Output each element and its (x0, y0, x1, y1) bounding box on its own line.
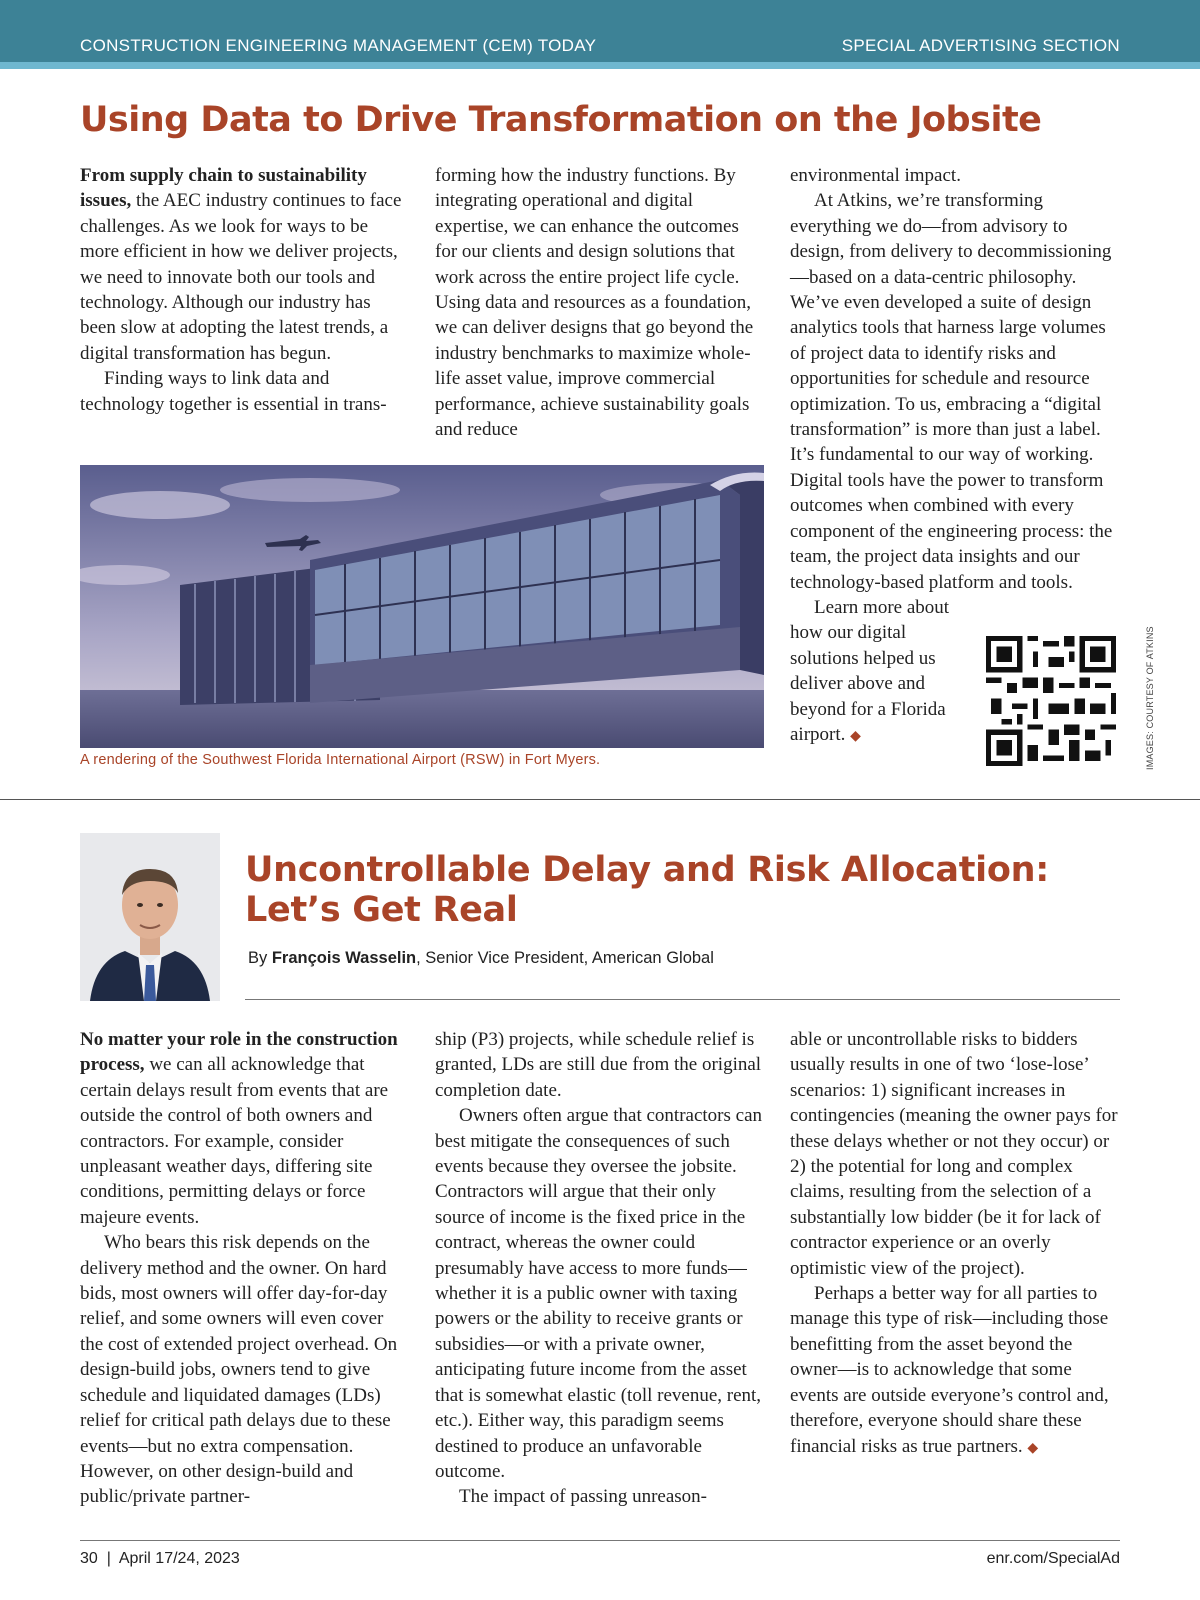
article-2-paragraph: able or uncontrollable risks to bidders usually results in one of two ‘lose-lose’ scenarios: 1) significant increases in contingencies (meaning the owner pays for these delays whether or not they occur) or 2) the potential for long and complex claims, resulting from the selection of a substantially low bidder (be it for lack of contractor experience or an overly optimistic view of the project). (790, 1029, 1118, 1279)
page-number-date: 30 | April 17/24, 2023 (80, 1550, 240, 1567)
end-mark-icon: ◆ (850, 728, 861, 744)
article-2-paragraph: ship (P3) projects, while schedule relief is granted, LDs are still due from the original completion date. (435, 1029, 762, 1101)
article-1-paragraph: Finding ways to link data and technology together is essential in trans- (80, 368, 387, 415)
article-2-column-1 (80, 1027, 410, 1510)
author-headshot (80, 833, 220, 1001)
footer-url[interactable]: enr.com/SpecialAd (986, 1550, 1120, 1567)
end-mark-icon: ◆ (1027, 1440, 1039, 1456)
section-divider (0, 799, 1200, 800)
article-1-column-1 (80, 163, 408, 417)
article-2-paragraph: The impact of passing unreason- (459, 1486, 707, 1508)
article-2-paragraph: Perhaps a better way for all parties to manage this type of risk—including those benefitting from the asset beyond the owner—is to acknowledge that some events are outside everyone’s control and, therefore, everyone should share these financial risks as true partners. ◆ (790, 1283, 1109, 1457)
qr-code-icon[interactable] (986, 636, 1116, 766)
author-title: , Senior Vice President, American Global (416, 949, 714, 967)
publication-name: CONSTRUCTION ENGINEERING MANAGEMENT (CEM) TODAY (80, 36, 597, 55)
footer-rule (80, 1540, 1120, 1541)
byline: By François Wasselin, Senior Vice President, American Global (248, 949, 714, 967)
article-2-paragraph: Who bears this risk depends on the delivery method and the owner. On hard bids, most owners will offer day-for-day relief, and some owners will even cover the cost of extended project overhead. On design-build jobs, owners tend to give schedule and liquidated damages (LDs) relief for critical path delays due to these events—but no extra compensation. However, on other design-build and public/private partner- (80, 1232, 398, 1508)
image-caption: A rendering of the Southwest Florida International Airport (RSW) in Fort Myers. (80, 752, 601, 768)
author-photo (80, 833, 220, 1001)
article-1-paragraph: forming how the industry functions. By integrating operational and digital expertise, we can enhance the outcomes for our clients and design solutions that work across the entire project life cycle. Using data and resources as a foundation, we can deliver designs that go beyond the industry benchmarks to maximize whole-life asset value, improve commercial performance, achieve sustainability goals and reduce (435, 165, 754, 441)
airport-rendering (80, 465, 764, 748)
article-1-paragraph: the AEC industry continues to face challenges. As we look for ways to be more efficient in how we deliver projects, we need to innovate both our tools and technology. Although our industry has been slow at adopting the latest trends, a digital transformation has begun. (80, 190, 402, 364)
article-2-lead-in: No matter your role in the construction process, (80, 1029, 398, 1076)
article-1-paragraph: environmental impact. (790, 165, 961, 186)
article-2-column-3 (790, 1027, 1120, 1461)
airport-rendering-image (80, 465, 764, 748)
qr-code (986, 636, 1116, 766)
author-name: François Wasselin (271, 949, 417, 967)
article-2-paragraph: Owners often argue that contractors can best mitigate the consequences of such events because they oversee the jobsite. Contractors will argue that their only source of income is the fixed price in the contract, whereas the owner could presumably have access to more funds—whether it is a public owner with taxing powers or the ability to receive grants or subsidies—or with a private owner, anticipating future income from the asset that is somewhat elastic (toll revenue, rent, etc.). Either way, this paradigm seems destined to produce an unfavorable outcome. (435, 1105, 762, 1482)
article-1-paragraph: At Atkins, we’re transforming everything we do—from advisory to design, from delivery to decommissioning—based on a data-centric philosophy. We’ve even developed a suite of design analytics tools that harness large volumes of project data to identify risks and opportunities for schedule and resource optimization. To us, embracing a “digital transformation” is more than just a label. It’s fundamental to our way of working. Digital tools have the power to transform outcomes when combined with every component of the engineering process: the team, the project data insights and our technology-based platform and tools. (790, 190, 1113, 593)
learn-more-text: Learn more about how our digital solutions helped us deliver above and beyond for a Florida airport. ◆ (790, 596, 950, 745)
article-1-column-2 (435, 163, 763, 442)
article-1-title: Using Data to Drive Transformation on the Jobsite (80, 100, 1042, 140)
article-2-title: Uncontrollable Delay and Risk Allocation: Let’s Get Real (245, 850, 1049, 930)
header-bar (0, 0, 1200, 69)
section-label: SPECIAL ADVERTISING SECTION (841, 36, 1120, 55)
article-2-column-2 (435, 1027, 765, 1510)
article-2-paragraph: we can all acknowledge that certain delays result from events that are outside the control of both owners and contractors. For example, consider unpleasant weather days, differing site conditions, permitting delays or force majeure events. (80, 1054, 389, 1228)
image-credit: IMAGES: COURTESY OF ATKINS (1145, 626, 1155, 770)
byline-rule (245, 999, 1120, 1000)
article-1-lead-in: From supply chain to sustainability issues, (80, 165, 367, 212)
